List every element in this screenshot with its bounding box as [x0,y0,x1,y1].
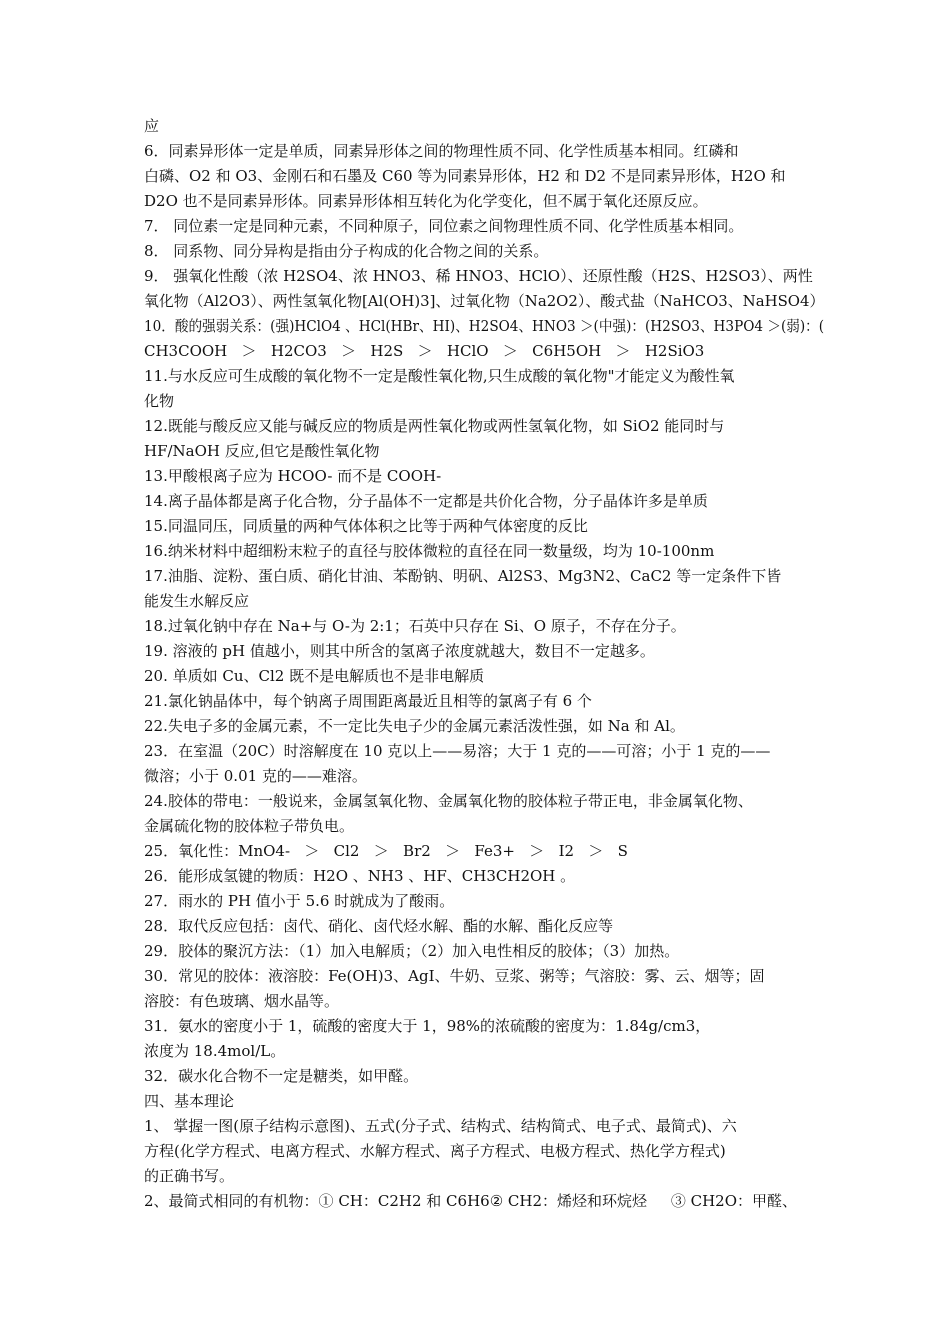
text-line: 化物 [144,392,175,410]
text-line: 浓度为 18.4mol/L。 [144,1042,286,1060]
text-line: 9． 强氧化性酸（浓 H2SO4、浓 HNO3、稀 HNO3、HClO）、还原性酸（H2S、H2SO3）、两性 [144,267,813,285]
text-line: 30．常见的胶体：液溶胶：Fe(OH)3、AgI、牛奶、豆浆、粥等；气溶胶：雾、云、烟等；固 [144,967,765,985]
text-line: 8． 同系物、同分异构是指由分子构成的化合物之间的关系。 [144,242,549,260]
text-line: 微溶；小于 0.01 克的——难溶。 [144,767,367,785]
text-line: 16.纳米材料中超细粉末粒子的直径与胶体微粒的直径在同一数量级，均为 10-100nm [144,542,715,560]
text-line: HF/NaOH 反应,但它是酸性氧化物 [144,442,380,460]
text-line: 应 [144,117,160,135]
text-line: 24.胶体的带电：一般说来，金属氢氧化物、金属氧化物的胶体粒子带正电，非金属氧化物、 [144,792,753,810]
text-line: 15.同温同压，同质量的两种气体体积之比等于两种气体密度的反比 [144,517,588,535]
text-line: 31．氨水的密度小于 1，硫酸的密度大于 1，98%的浓硫酸的密度为：1.84g/cm3， [144,1017,711,1035]
text-line: D2O 也不是同素异形体。同素异形体相互转化为化学变化，但不属于氧化还原反应。 [144,192,708,210]
text-line: 溶胶：有色玻璃、烟水晶等。 [144,992,340,1010]
document-body [144,114,824,1214]
text-line: 四、基本理论 [144,1092,235,1110]
text-line: 27．雨水的 PH 值小于 5.6 时就成为了酸雨。 [144,892,455,910]
text-line: 12.既能与酸反应又能与碱反应的物质是两性氧化物或两性氢氧化物，如 SiO2 能同时与 [144,417,725,435]
text-line: 2、最简式相同的有机物：① CH：C2H2 和 C6H6② CH2：烯烃和环烷烃 ③ CH2O：甲醛、 [144,1192,798,1210]
text-line: 13.甲酸根离子应为 HCOO- 而不是 COOH- [144,467,442,485]
text-line: 1、 掌握一图(原子结构示意图)、五式(分子式、结构式、结构简式、电子式、最简式)、六 [144,1117,737,1135]
text-line: 23．在室温（20C）时溶解度在 10 克以上——易溶；大于 1 克的——可溶；小于 1 克的—— [144,742,771,760]
text-line: 26．能形成氢键的物质：H2O 、NH3 、HF、CH3CH2OH 。 [144,867,576,885]
text-line: 氧化物（Al2O3）、两性氢氧化物[Al(OH)3]、过氧化物（Na2O2）、酸式盐（NaHCO3、NaHSO4） [144,292,825,310]
text-line: 22.失电子多的金属元素，不一定比失电子少的金属元素活泼性强，如 Na 和 Al。 [144,717,685,735]
text-line: 28．取代反应包括：卤代、硝化、卤代烃水解、酯的水解、酯化反应等 [144,917,614,935]
text-line: CH3COOH ＞ H2CO3 ＞ H2S ＞ HClO ＞ C6H5OH ＞ H2SiO3 [144,342,705,360]
text-line: 白磷、O2 和 O3、金刚石和石墨及 C60 等为同素异形体，H2 和 D2 不是同素异形体，H2O 和 [144,167,786,185]
text-line: 19. 溶液的 pH 值越小，则其中所含的氢离子浓度就越大，数目不一定越多。 [144,642,655,660]
text-line: 18.过氧化钠中存在 Na+与 O-为 2:1；石英中只存在 Si、O 原子，不存在分子。 [144,617,686,635]
text-line: 20. 单质如 Cu、Cl2 既不是电解质也不是非电解质 [144,667,485,685]
text-line: 14.离子晶体都是离子化合物，分子晶体不一定都是共价化合物，分子晶体许多是单质 [144,492,708,510]
text-line: 10．酸的强弱关系：(强)HClO4 、HCl(HBr、HI)、H2SO4、HNO3 ＞(中强)：(H2SO3、H3PO4 ＞(弱)：( [144,317,825,335]
text-line: 29．胶体的聚沉方法：（1）加入电解质；（2）加入电性相反的胶体；（3）加热。 [144,942,680,960]
text-line: 17.油脂、淀粉、蛋白质、硝化甘油、苯酚钠、明矾、Al2S3、Mg3N2、CaC2 等一定条件下皆 [144,567,782,585]
text-line: 能发生水解反应 [144,592,250,610]
text-line: 金属硫化物的胶体粒子带负电。 [144,817,355,835]
text-line: 6．同素异形体一定是单质，同素异形体之间的物理性质不同、化学性质基本相同。红磷和 [144,142,739,160]
text-line: 7． 同位素一定是同种元素，不同种原子，同位素之间物理性质不同、化学性质基本相同。 [144,217,744,235]
text-line: 32．碳水化合物不一定是糖类，如甲醛。 [144,1067,419,1085]
text-line: 25．氧化性：MnO4- ＞ Cl2 ＞ Br2 ＞ Fe3+ ＞ I2 ＞ S [144,842,628,860]
text-line: 的正确书写。 [144,1167,235,1185]
text-line: 11.与水反应可生成酸的氧化物不一定是酸性氧化物,只生成酸的氧化物"才能定义为酸性氧 [144,367,735,385]
text-line: 21.氯化钠晶体中，每个钠离子周围距离最近且相等的氯离子有 6 个 [144,692,592,710]
text-line: 方程(化学方程式、电离方程式、水解方程式、离子方程式、电极方程式、热化学方程式) [144,1142,726,1160]
